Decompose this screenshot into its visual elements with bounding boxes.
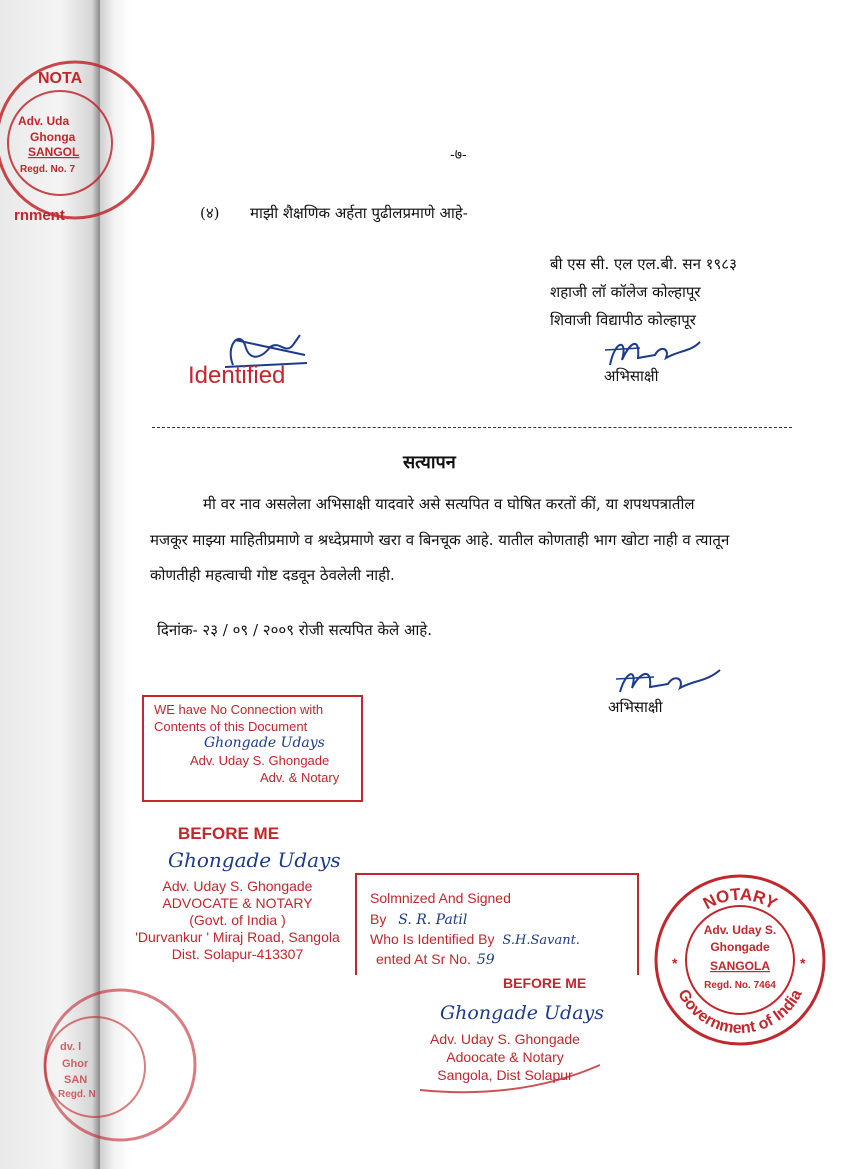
seal-right-place: SANGOLA [710,959,770,973]
before-me-signature: Ghongade Udays [168,848,341,872]
seal-right-name1: Adv. Uday S. [703,923,777,937]
before-me-title: BEFORE ME [178,824,280,843]
seal-right-top: NOTARY [699,884,781,914]
solemnized-entry: ented At Sr No. [376,951,471,967]
deponent-signature-2 [610,662,730,702]
seal-left-top-bottom: rnment [14,207,65,224]
verification-line-1: मी वर नाव असलेला अभिसाक्षी यादवारे असे सत्यपित व घोषित करतों कीं, या शपथपत्रातील [203,495,695,513]
seal-right-bottom: Government of India [674,986,806,1038]
solemnized-deponent-name: S. R. Patil [398,912,468,928]
solemnized-line-5: Adv. Uday S. Ghongade [430,1031,580,1047]
qualification-line-1: बी एस सी. एल एल.बी. सन १९८३ [550,255,737,273]
section-divider [152,427,792,428]
seal-left-top-regd: Regd. No. 7 [20,164,76,175]
seal-left-top-top: NOTA [38,70,83,87]
page-number: -७- [450,147,467,163]
notary-seal-left-bottom [0,975,200,1150]
seal-left-bottom-l2: Ghor [62,1058,89,1070]
qualification-line-3: शिवाजी विद्यापीठ कोल्हापूर [550,311,696,329]
notary-seal-left-top [0,55,170,230]
seal-left-bottom-l4: Regd. N [58,1089,96,1100]
notary-seal-right [650,870,830,1050]
seal-right-regd: Regd. No. 7464 [704,980,776,991]
verification-date: दिनांक- २३ / ०९ / २००९ रोजी सत्यपित केले आहे. [157,621,433,639]
before-me-line-4: 'Durvankur ' Miraj Road, Sangola [135,929,340,945]
seal-right-name2: Ghongade [710,940,770,954]
seal-right-star-right: * [800,955,806,971]
verification-line-2: मजकूर माझ्या माहितीप्रमाणे व श्रध्देप्रमाणे खरा व बिनचूक आहे. यातील कोणताही भाग खोटा नाही व त्यातून [150,531,730,549]
solemnized-line-7: Sangola, Dist Solapur [437,1067,573,1083]
solemnized-serial: 59 [476,952,495,968]
svg-text:NOTARY [700,885,781,914]
no-connection-line-3: Adv. Uday S. Ghongade [190,753,330,768]
seal-left-top-place: SANGOL [28,145,80,159]
verification-line-3: कोणतीही महत्वाची गोष्ट दडवून ठेवलेली नाही. [150,566,395,584]
solemnized-by: By [370,911,387,927]
seal-left-bottom-l3: SAN [64,1074,88,1086]
item-text: माझी शैक्षणिक अर्हता पुढीलप्रमाणे आहे- [250,204,468,222]
seal-right-star-left: * [672,955,678,971]
before-me-line-3: (Govt. of India ) [189,912,286,928]
seal-left-bottom-l1: dv. l [60,1041,82,1053]
no-connection-line-2: Contents of this Document [154,719,308,734]
solemnized-line-1: Solmnized And Signed [370,890,511,906]
solemnized-identified-by: Who Is Identified By [370,931,495,947]
before-me-line-5: Dist. Solapur-413307 [171,946,304,962]
solemnized-identifier-name: S.H.Savant. [502,933,580,948]
solemnized-signature: Ghongade Udays [440,1002,605,1024]
solemnized-line-2 [370,911,467,928]
solemnized-curve [400,1060,620,1100]
before-me-line-2: ADVOCATE & NOTARY [162,895,313,911]
identified-stamp: Identified [188,362,286,389]
solemnized-line-4 [376,951,495,968]
no-connection-stamp [142,695,363,802]
solemnized-before-me: BEFORE ME [503,975,587,991]
solemnized-line-3 [370,931,580,948]
no-connection-line-4: Adv. & Notary [260,770,340,785]
verification-heading: सत्यापन [403,452,456,473]
solemnized-line-6: Adoocate & Notary [446,1049,564,1065]
deponent-label-1: अभिसाक्षी [604,367,659,385]
no-connection-signature: Ghongade Udays [204,735,325,751]
seal-left-top-name2: Ghonga [30,130,76,144]
before-me-line-1: Adv. Uday S. Ghongade [162,878,313,894]
item-number: (४) [200,204,220,222]
deponent-label-2: अभिसाक्षी [608,698,663,716]
seal-left-top-name1: Adv. Uda [18,114,70,128]
before-me-details [120,878,355,963]
qualification-line-2: शहाजी लॉ कॉलेज कोल्हापूर [550,283,701,301]
no-connection-line-1: WE have No Connection with [154,702,324,717]
